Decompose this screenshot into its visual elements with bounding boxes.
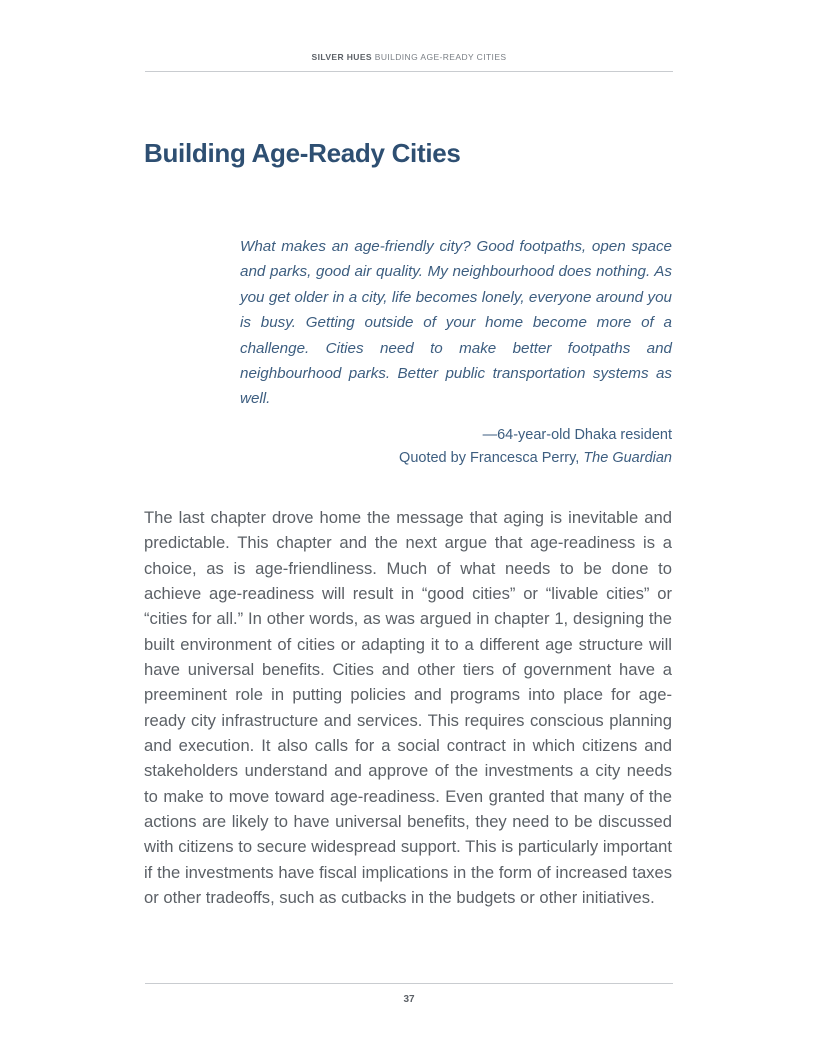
- header-divider: [145, 71, 673, 72]
- epigraph-source-line: [240, 447, 672, 471]
- body-paragraph: The last chapter drove home the message that aging is inevitable and predictable. This chapter and the next argue that age-readiness is a choice, as is age-friendliness. Much of what needs to be done to achieve age-readiness will result in “good cities” or “livable cities” or “cities for all.” In other words, as was argued in chapter 1, designing the built environment of cities or adapting it to a different age structure will have universal benefits. Cities and other tiers of government have a preeminent role in putting policies and programs into place for age-ready city infrastructure and services. This requires conscious planning and execution. It also calls for a social contract in which citizens and stakeholders understand and approve of the investments a city needs to make to move toward age-readiness. Even granted that many of the actions are likely to have universal benefits, they need to be discussed with citizens to secure widespread support. This is particularly important if the investments have fiscal implications in the form of increased taxes or other tradeoffs, such as cutbacks in the budgets or other initiatives.: [144, 508, 672, 908]
- epigraph-speaker: —64-year-old Dhaka resident: [482, 426, 672, 443]
- running-header-book-title: SILVER HUES: [311, 52, 372, 62]
- running-header-chapter-title: BUILDING AGE-READY CITIES: [374, 52, 507, 62]
- epigraph-quote: What makes an age-friendly city? Good footpaths, open space and parks, good air quality. My neighbourhood does nothing. As you get older in a city, life becomes lonely, everyone around you is busy. Getting outside of your home become more of a challenge. Cities need to make better footpaths and neighbourhood parks. Better public transportation systems as well.: [240, 238, 672, 408]
- epigraph-publication: The Guardian: [583, 450, 672, 467]
- page-number: 37: [403, 994, 415, 1005]
- epigraph: [240, 234, 672, 471]
- running-header: [145, 52, 673, 62]
- epigraph-attribution: [240, 424, 672, 471]
- epigraph-quoted-by: Quoted by Francesca Perry,: [399, 450, 584, 467]
- chapter-title: Building Age-Ready Cities: [144, 138, 461, 168]
- footer-divider: [145, 983, 673, 984]
